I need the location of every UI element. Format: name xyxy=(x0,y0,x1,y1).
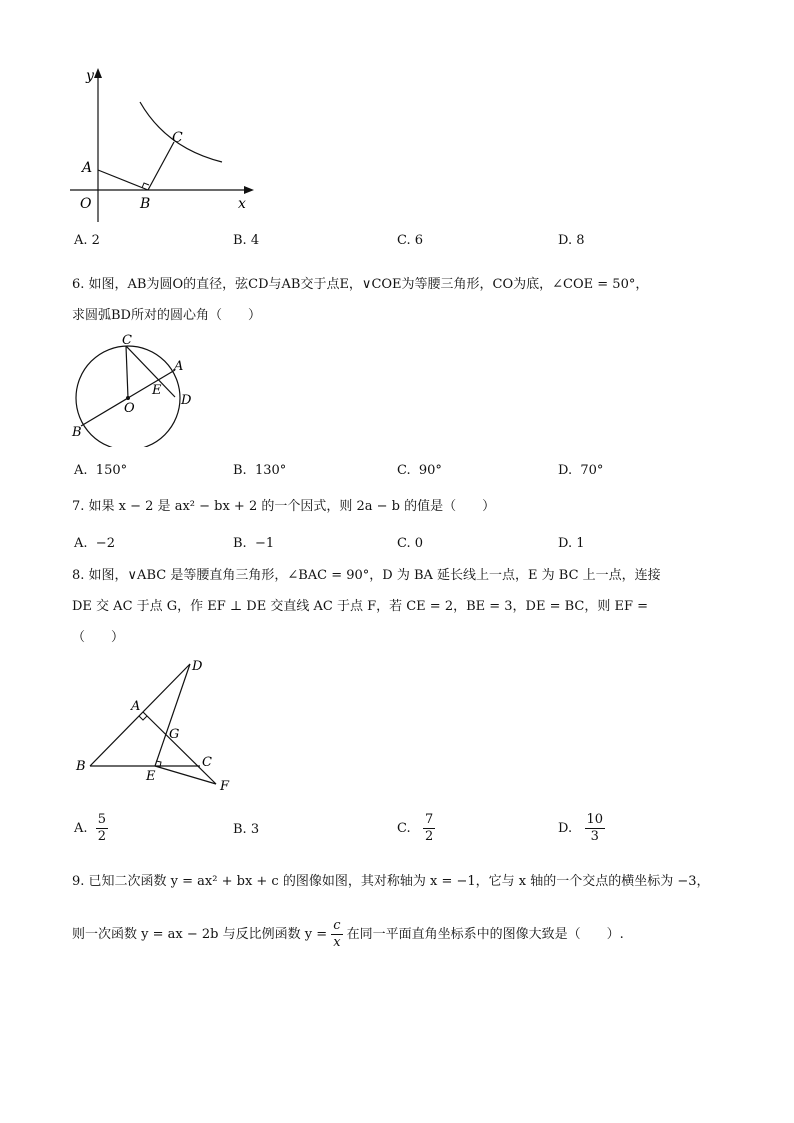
q8-segment-BD xyxy=(90,664,190,766)
q9-fraction-c-over-x: $\frac{c}{x}$ xyxy=(333,918,341,950)
q6-stem-line2: 求圆弧BD所对的圆心角（ ） xyxy=(72,308,261,323)
q5-segment-BC xyxy=(148,142,174,190)
q7-stem-line1: 7. 如果 x − 2 是 ax² − bx + 2 的一个因式，则 2a − b 的值是（ ） xyxy=(72,499,496,514)
q6-option-c[interactable]: C. 90° xyxy=(397,463,442,478)
q5-label-B: B xyxy=(140,196,151,212)
q8-label-D: D xyxy=(192,659,203,674)
q6-label-C: C xyxy=(122,333,132,348)
q5-option-b[interactable]: B. 4 xyxy=(233,233,260,248)
q8-option-d[interactable]: D. $\frac{10}{3}$ xyxy=(558,812,604,844)
q9-stem-line1: 9. 已知二次函数 y = ax² + bx + c 的图像如图，其对称轴为 x = −1，它与 x 轴的一个交点的横坐标为 −3， xyxy=(72,874,710,889)
q6-label-E: E xyxy=(152,383,162,398)
q8-option-c[interactable]: C. $\frac{7}{2}$ xyxy=(397,812,434,844)
q6-center-dot xyxy=(126,396,130,400)
q5-label-A: A xyxy=(82,160,93,176)
q8-option-a[interactable]: A. $\frac{5}{2}$ xyxy=(74,812,107,844)
q5-option-c[interactable]: C. 6 xyxy=(397,233,424,248)
q8-option-b[interactable]: B. 3 xyxy=(233,822,260,837)
q6-label-D: D xyxy=(181,393,192,408)
q5-right-angle-mark xyxy=(142,183,149,188)
q6-option-d[interactable]: D. 70° xyxy=(558,463,604,478)
q8-segment-DE xyxy=(155,664,190,766)
q8-label-C: C xyxy=(202,755,212,770)
q8-option-c-fraction: $\frac{7}{2}$ xyxy=(425,812,434,844)
q5-label-y: y xyxy=(86,68,94,84)
q6-label-A: A xyxy=(174,359,184,374)
q5-label-C: C xyxy=(172,130,183,146)
q8-stem-line3: （ ） xyxy=(72,630,125,645)
q8-right-angle-A xyxy=(139,716,147,720)
q6-radius-CO xyxy=(126,346,128,398)
q8-label-E: E xyxy=(146,769,156,784)
q6-chord-CD xyxy=(126,346,175,397)
q8-option-d-fraction: $\frac{10}{3}$ xyxy=(586,812,604,844)
q7-option-b[interactable]: B. −1 xyxy=(233,536,275,551)
q7-option-d[interactable]: D. 1 xyxy=(558,536,585,551)
q6-option-a[interactable]: A. 150° xyxy=(74,463,128,478)
q7-option-a[interactable]: A. −2 xyxy=(74,536,115,551)
q9-stem-line2 xyxy=(72,918,624,951)
q5-y-arrow xyxy=(94,68,102,78)
q7-option-c[interactable]: C. 0 xyxy=(397,536,424,551)
q5-figure xyxy=(64,62,264,227)
q5-option-d[interactable]: D. 8 xyxy=(558,233,585,248)
q8-figure xyxy=(70,652,245,797)
q5-label-x: x xyxy=(238,196,246,212)
q8-label-A: A xyxy=(131,699,141,714)
q8-label-F: F xyxy=(220,779,230,794)
q9-stem-line2-part2: 在同一平面直角坐标系中的图像大致是（ ）. xyxy=(346,927,624,942)
q5-option-a[interactable]: A. 2 xyxy=(74,233,100,248)
q5-segment-AB xyxy=(98,170,148,190)
q8-label-G: G xyxy=(169,727,180,742)
q5-label-O: O xyxy=(80,196,92,212)
q9-stem-line2-part1: 则一次函数 y = ax − 2b 与反比例函数 y = xyxy=(72,927,328,942)
q8-stem-line2: DE 交 AC 于点 G，作 EF ⊥ DE 交直线 AC 于点 F，若 CE = 2，BE = 3，DE = BC，则 EF = xyxy=(72,599,649,614)
q6-label-B: B xyxy=(72,425,82,440)
q5-x-arrow xyxy=(244,186,254,194)
q6-option-b[interactable]: B. 130° xyxy=(233,463,287,478)
q8-stem-line1: 8. 如图，∨ABC 是等腰直角三角形，∠BAC = 90°，D 为 BA 延长线上一点，E 为 BC 上一点，连接 xyxy=(72,568,661,583)
q8-label-B: B xyxy=(76,759,86,774)
q8-option-a-fraction: $\frac{5}{2}$ xyxy=(97,812,107,844)
q6-stem-line1: 6. 如图，AB为圆O的直径，弦CD与AB交于点E，∨COE为等腰三角形，CO为底，∠COE = 50°， xyxy=(72,277,649,292)
q6-label-O: O xyxy=(124,401,135,416)
q6-figure xyxy=(66,332,206,447)
